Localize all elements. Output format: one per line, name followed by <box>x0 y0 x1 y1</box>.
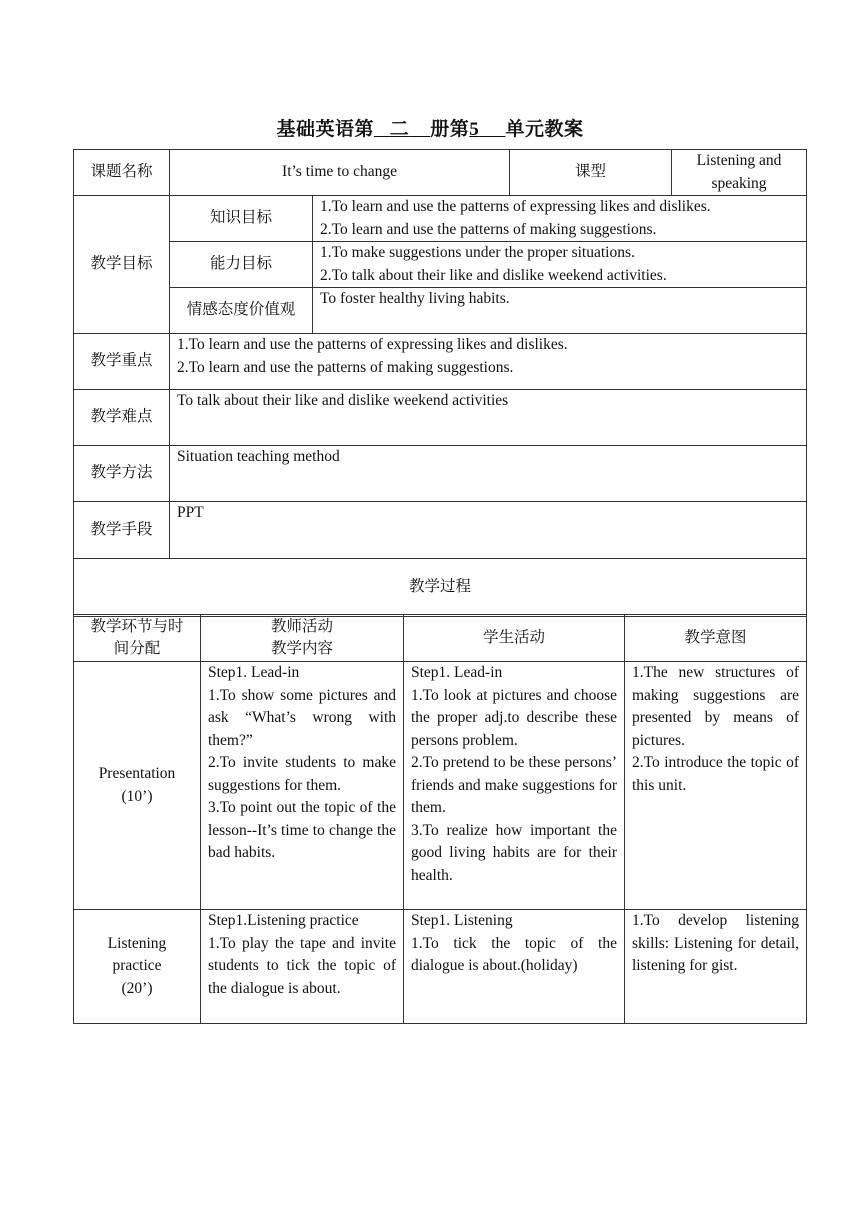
method-value: Situation teaching method <box>170 446 807 502</box>
intent-cell: 1.The new structures of making suggestions are presented by means of pictures. 2.To introduce the topic of this unit. <box>625 662 807 910</box>
student-activity-cell: Step1. Lead-in 1.To look at pictures and choose the proper adj.to describe these persons problem. 2.To pretend to be these persons’ friends and make suggestions for them. 3.To realize how important the good living habits are for their health. <box>404 662 625 910</box>
teacher-activity-cell: Step1.Listening practice 1.To play the tape and invite students to tick the topic of the dialogue is about. <box>201 910 404 1024</box>
difficulty-value: To talk about their like and dislike weekend activities <box>170 390 807 446</box>
knowledge-label: 知识目标 <box>170 196 313 242</box>
book-number: 二 <box>389 119 410 140</box>
key-points-label: 教学重点 <box>74 334 170 390</box>
stage-cell: Listening practice (20’) <box>74 910 201 1024</box>
table-row <box>74 910 807 1024</box>
process-label: 教学过程 <box>74 559 807 617</box>
method-label: 教学方法 <box>74 446 170 502</box>
means-label: 教学手段 <box>74 502 170 559</box>
type-value: Listening and speaking <box>672 150 807 196</box>
type-label: 课型 <box>510 150 672 196</box>
ability-label: 能力目标 <box>170 242 313 288</box>
knowledge-objectives: 1.To learn and use the patterns of expressing likes and dislikes. 2.To learn and use the patterns of making suggestions. <box>313 196 807 242</box>
page-title: 基础英语第 二 册第5 单元教案 <box>276 119 584 140</box>
teacher-activity-header: 教师活动 教学内容 <box>201 615 404 662</box>
key-points: 1.To learn and use the patterns of expressing likes and dislikes. 2.To learn and use the patterns of making suggestions. <box>170 334 807 390</box>
objectives-label: 教学目标 <box>74 196 170 334</box>
stage-cell: Presentation (10’) <box>74 662 201 910</box>
ability-objectives: 1.To make suggestions under the proper situations. 2.To talk about their like and dislike weekend activities. <box>313 242 807 288</box>
emotion-objective: To foster healthy living habits. <box>313 288 807 334</box>
lesson-info-table <box>73 149 807 617</box>
unit-number: 5 <box>469 119 480 140</box>
student-activity-header: 学生活动 <box>404 615 625 662</box>
teacher-activity-cell: Step1. Lead-in 1.To show some pictures and ask “What’s wrong with them?” 2.To invite students to make suggestions for them. 3.To point out the topic of the lesson--It’s time to change the bad habits. <box>201 662 404 910</box>
stage-header: 教学环节与时 间分配 <box>74 615 201 662</box>
difficulty-label: 教学难点 <box>74 390 170 446</box>
means-value: PPT <box>170 502 807 559</box>
intent-header: 教学意图 <box>625 615 807 662</box>
teaching-process-table <box>73 614 807 1024</box>
topic-value: It’s time to change <box>170 150 510 196</box>
intent-cell: 1.To develop listening skills: Listening for detail, listening for gist. <box>625 910 807 1024</box>
student-activity-cell: Step1. Listening 1.To tick the topic of the dialogue is about.(holiday) <box>404 910 625 1024</box>
emotion-label: 情感态度价值观 <box>170 288 313 334</box>
topic-label: 课题名称 <box>74 150 170 196</box>
table-row <box>74 662 807 910</box>
